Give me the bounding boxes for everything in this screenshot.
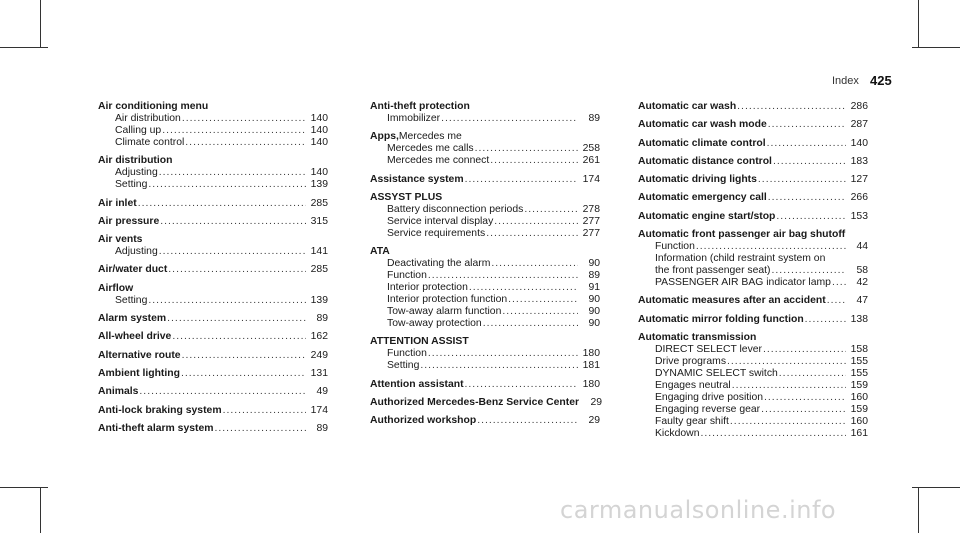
index-entry (98, 155, 328, 167)
leader-dots (465, 174, 578, 186)
index-group (370, 192, 600, 240)
entry-title: Automatic front passenger air bag shutoff (638, 229, 846, 241)
index-subentry (98, 246, 328, 258)
subentry-text: Setting (115, 294, 148, 306)
index-group (638, 332, 868, 440)
entry-title: Air distribution (98, 155, 173, 167)
entry-title: Automatic transmission (638, 331, 757, 343)
section-label: Index (832, 75, 859, 87)
index-column-2 (370, 101, 603, 427)
subentry-text: Drive programs (655, 355, 727, 367)
index-subentry (638, 253, 868, 265)
leader-dots (768, 119, 846, 131)
leader-dots (763, 344, 846, 356)
index-subentry (370, 258, 600, 270)
index-group (98, 423, 328, 435)
page-ref: 90 (588, 294, 600, 306)
leader-dots (483, 318, 578, 330)
crop-mark (0, 47, 48, 48)
index-entry (638, 119, 868, 131)
index-group (370, 336, 600, 372)
page-ref: 180 (582, 348, 600, 360)
leader-dots (181, 368, 306, 380)
index-group (98, 331, 328, 343)
leader-dots (727, 356, 846, 368)
page-ref: 89 (316, 422, 328, 434)
leader-dots (486, 228, 578, 240)
leader-dots (764, 392, 846, 404)
index-subentry (370, 204, 600, 216)
entry-title: Ambient lighting (98, 367, 180, 379)
index-entry (370, 397, 603, 409)
page-ref: 140 (310, 125, 328, 136)
index-entry (638, 174, 868, 186)
subentry-text: Deactivating the alarm (387, 258, 491, 270)
page-ref: 29 (588, 415, 600, 427)
leader-dots (696, 241, 846, 253)
leader-dots (148, 295, 306, 307)
leader-dots (162, 125, 306, 137)
page-ref: 127 (850, 174, 868, 186)
page-ref: 285 (310, 264, 328, 276)
index-entry (370, 101, 600, 113)
entry-title: Assistance system (370, 173, 464, 185)
index-entry (98, 101, 328, 113)
index-entry (98, 216, 328, 228)
subentry-text: PASSENGER AIR BAG indicator lamp (655, 277, 831, 289)
index-subentry (370, 216, 600, 228)
index-entry (370, 174, 600, 186)
entry-title: Airflow (98, 282, 134, 294)
page-ref: 287 (850, 119, 868, 131)
leader-dots (491, 258, 578, 270)
entry-title: ATA (370, 246, 390, 258)
leader-dots (737, 101, 846, 113)
entry-title: ATTENTION ASSIST (370, 336, 469, 348)
page-ref: 180 (582, 378, 600, 390)
index-subentry (370, 155, 600, 167)
page-ref: 160 (850, 415, 868, 427)
entry-title: Anti-theft alarm system (98, 422, 214, 434)
leader-dots (805, 314, 846, 326)
index-group (638, 174, 868, 186)
index-entry (638, 156, 868, 168)
index-subentry (638, 392, 868, 404)
index-entry (370, 336, 600, 348)
page-ref: 161 (850, 427, 868, 439)
page-ref: 49 (316, 386, 328, 398)
index-group (370, 415, 600, 427)
index-entry (98, 350, 328, 362)
index-entry (370, 379, 600, 391)
index-subentry (98, 179, 328, 191)
index-subentry (370, 282, 600, 294)
page-ref: 155 (850, 355, 868, 367)
leader-dots (767, 138, 846, 150)
crop-mark (912, 47, 960, 48)
entry-title: Attention assistant (370, 378, 464, 390)
subentry-text: the front passenger seat) (655, 265, 771, 277)
entry-title: Air inlet (98, 197, 137, 209)
leader-dots (139, 386, 306, 398)
index-group (638, 295, 868, 307)
leader-dots (502, 306, 578, 318)
index-group (98, 405, 328, 417)
leader-dots (441, 113, 578, 125)
leader-dots (490, 155, 578, 167)
index-subentry (98, 167, 328, 179)
entry-title: Animals (98, 386, 139, 398)
index-subentry (370, 318, 600, 330)
index-group (638, 211, 868, 223)
entry-title: Alarm system (98, 313, 167, 325)
leader-dots (159, 167, 306, 179)
page-ref: 89 (588, 113, 600, 124)
page-ref: 58 (856, 265, 868, 277)
page-ref: 42 (856, 277, 868, 289)
index-entry (638, 295, 868, 307)
leader-dots (223, 405, 306, 417)
page-ref: 140 (310, 113, 328, 124)
leader-dots (465, 379, 578, 391)
index-entry (98, 313, 328, 325)
subentry-text: Adjusting (115, 167, 158, 179)
subentry-text: Engaging reverse gear (655, 403, 761, 415)
page-ref: 158 (850, 343, 868, 355)
page-ref: 140 (310, 137, 328, 148)
leader-dots (827, 295, 846, 307)
leader-dots (469, 282, 578, 294)
subentry-text: Air distribution (115, 113, 181, 124)
subentry-text: Engages neutral (655, 379, 731, 391)
index-subentry (370, 143, 600, 155)
entry-title: Anti-theft protection (370, 101, 470, 112)
leader-dots (138, 198, 306, 210)
index-subentry (370, 348, 600, 360)
entry-title: Automatic emergency call (638, 192, 767, 204)
subentry-text: Function (387, 348, 427, 360)
leader-dots (160, 216, 306, 228)
page-ref: 160 (850, 391, 868, 403)
index-group (370, 379, 600, 391)
page-ref: 159 (850, 403, 868, 415)
entry-title-suffix: Mercedes me (398, 131, 462, 143)
index-entry (638, 332, 868, 344)
page-ref: 138 (850, 313, 868, 325)
index-entry (370, 192, 600, 204)
index-group (98, 101, 328, 149)
index-group (638, 229, 868, 289)
entry-title: Automatic car wash (638, 101, 737, 112)
crop-mark (918, 487, 919, 533)
leader-dots (168, 264, 306, 276)
index-group (370, 397, 603, 409)
subentry-text: Setting (115, 179, 148, 191)
entry-title: Alternative route (98, 349, 181, 361)
page-ref: 29 (590, 397, 603, 409)
index-group (638, 119, 868, 131)
entry-title: Automatic mirror folding function (638, 313, 804, 325)
page-ref: 90 (588, 258, 600, 270)
entry-title: Authorized Mercedes-Benz Service Center (370, 397, 580, 409)
entry-title: Apps, (370, 131, 399, 143)
leader-dots (185, 137, 306, 149)
page-ref: 285 (310, 197, 328, 209)
index-subentry (638, 344, 868, 356)
index-subentry (638, 416, 868, 428)
page-ref: 261 (582, 155, 600, 167)
page-ref: 159 (850, 379, 868, 391)
index-entry (98, 368, 328, 380)
index-subentry (370, 306, 600, 318)
leader-dots (730, 416, 846, 428)
page-ref: 47 (856, 295, 868, 307)
page-ref: 162 (310, 331, 328, 343)
leader-dots (159, 246, 306, 258)
page-ref: 140 (310, 167, 328, 179)
entry-title: Automatic climate control (638, 137, 766, 149)
entry-title: Air conditioning menu (98, 101, 209, 112)
subentry-text: Mercedes me connect (387, 155, 490, 167)
page-ref: 183 (850, 155, 868, 167)
index-subentry (638, 265, 868, 277)
entry-title: Automatic car wash mode (638, 119, 767, 131)
leader-dots (773, 156, 846, 168)
index-entry (98, 405, 328, 417)
subentry-text: DIRECT SELECT lever (655, 343, 763, 355)
leader-dots (428, 270, 578, 282)
leader-dots (758, 174, 846, 186)
index-group (98, 264, 328, 276)
crop-mark (912, 487, 960, 488)
index-group (98, 313, 328, 325)
index-group (98, 283, 328, 307)
index-group (638, 314, 868, 326)
page-ref: 315 (310, 215, 328, 227)
index-column-1 (98, 101, 328, 435)
index-subentry (370, 228, 600, 240)
leader-dots (428, 348, 578, 360)
crop-mark (40, 0, 41, 48)
leader-dots (772, 265, 846, 277)
index-group (638, 138, 868, 150)
subentry-text: Tow-away alarm function (387, 306, 502, 318)
index-entry (638, 314, 868, 326)
index-entry (638, 101, 868, 113)
page-ref: 141 (310, 246, 328, 258)
leader-dots (167, 313, 306, 325)
subentry-text: Function (655, 241, 695, 253)
subentry-text: Function (387, 270, 427, 282)
leader-dots (508, 294, 578, 306)
index-subentry (98, 113, 328, 125)
leader-dots (768, 192, 846, 204)
page-ref: 174 (582, 173, 600, 185)
index-subentry (638, 380, 868, 392)
index-group (98, 155, 328, 191)
subentry-text: Information (child restraint system on (655, 253, 826, 265)
index-subentry (370, 294, 600, 306)
index-subentry (638, 368, 868, 380)
page-ref: 44 (856, 241, 868, 253)
page-ref: 155 (850, 367, 868, 379)
index-entry (638, 192, 868, 204)
index-group (370, 174, 600, 186)
leader-dots (761, 404, 846, 416)
index-subentry (638, 404, 868, 416)
page-ref: 277 (582, 227, 600, 239)
page-ref: 140 (850, 137, 868, 149)
leader-dots (779, 368, 846, 380)
leader-dots (172, 331, 306, 343)
subentry-text: Setting (387, 360, 420, 372)
index-subentry (370, 270, 600, 282)
index-group (370, 246, 600, 330)
subentry-text: Calling up (115, 125, 162, 136)
page-ref: 153 (850, 210, 868, 222)
crop-mark (40, 487, 41, 533)
entry-title: Automatic measures after an accident (638, 295, 826, 307)
leader-dots (776, 211, 846, 223)
crop-mark (918, 0, 919, 48)
page-ref: 91 (588, 282, 600, 294)
index-entry (98, 198, 328, 210)
crop-mark (0, 487, 48, 488)
index-subentry (638, 356, 868, 368)
index-entry (98, 331, 328, 343)
subentry-text: Service interval display (387, 215, 494, 227)
entry-title: Authorized workshop (370, 415, 477, 427)
page-ref: 266 (850, 192, 868, 204)
page-ref: 139 (310, 179, 328, 191)
entry-title: Air vents (98, 234, 143, 246)
subentry-text: Mercedes me calls (387, 143, 474, 155)
leader-dots (832, 277, 846, 289)
leader-dots (148, 179, 306, 191)
entry-title: Automatic driving lights (638, 174, 757, 186)
page-ref: 89 (588, 270, 600, 282)
index-entry (98, 283, 328, 295)
index-subentry (370, 113, 600, 125)
entry-title: All-wheel drive (98, 331, 172, 343)
page-ref: 181 (582, 360, 600, 372)
index-entry (638, 211, 868, 223)
leader-dots (420, 360, 578, 372)
index-group (638, 101, 868, 113)
subentry-text: Climate control (115, 137, 185, 148)
page-number: 425 (870, 73, 892, 88)
leader-dots (214, 423, 306, 435)
entry-title: Automatic distance control (638, 155, 772, 167)
entry-title: Automatic engine start/stop (638, 210, 776, 222)
index-subentry (638, 428, 868, 440)
entry-title: Air/water duct (98, 264, 168, 276)
watermark: carmanualsonline.info (560, 496, 837, 524)
entry-title: ASSYST PLUS (370, 191, 443, 203)
index-group (98, 198, 328, 210)
leader-dots (182, 350, 306, 362)
leader-dots (732, 380, 846, 392)
page-ref: 89 (316, 313, 328, 325)
subentry-text: Adjusting (115, 246, 158, 258)
page-ref: 258 (582, 143, 600, 155)
subentry-text: Kickdown (655, 427, 700, 439)
index-subentry (98, 125, 328, 137)
index-group (98, 234, 328, 258)
page-ref: 278 (582, 203, 600, 215)
leader-dots (182, 113, 306, 125)
index-column-3 (638, 101, 868, 440)
page-ref: 174 (310, 404, 328, 416)
index-group (98, 386, 328, 398)
index-entry (370, 246, 600, 258)
page-ref: 249 (310, 349, 328, 361)
page-ref: 139 (310, 294, 328, 306)
subentry-text: Tow-away protection (387, 318, 482, 330)
index-entry (98, 264, 328, 276)
page-ref: 90 (588, 318, 600, 330)
subentry-text: Engaging drive position (655, 391, 764, 403)
index-subentry (98, 295, 328, 307)
leader-dots (700, 428, 846, 440)
subentry-text: DYNAMIC SELECT switch (655, 367, 778, 379)
subentry-text: Interior protection (387, 282, 468, 294)
index-entry (638, 138, 868, 150)
index-entry (98, 234, 328, 246)
index-subentry (638, 277, 868, 289)
index-entry (370, 131, 600, 143)
index-group (638, 156, 868, 168)
index-group (98, 368, 328, 380)
page-ref: 277 (582, 215, 600, 227)
page-ref: 286 (850, 101, 868, 112)
subentry-text: Service requirements (387, 227, 486, 239)
index-entry (638, 229, 868, 241)
entry-title: Anti-lock braking system (98, 404, 222, 416)
subentry-text: Immobilizer (387, 113, 441, 124)
leader-dots (475, 143, 578, 155)
index-entry (98, 386, 328, 398)
leader-dots (494, 216, 578, 228)
index-group (98, 350, 328, 362)
leader-dots (477, 415, 578, 427)
subentry-text: Interior protection function (387, 294, 508, 306)
index-subentry (638, 241, 868, 253)
subentry-text: Battery disconnection periods (387, 203, 524, 215)
entry-title: Air pressure (98, 215, 160, 227)
page-ref: 90 (588, 306, 600, 318)
index-entry (370, 415, 600, 427)
index-entry (98, 423, 328, 435)
index-group (370, 131, 600, 167)
subentry-text: Faulty gear shift (655, 415, 729, 427)
page-ref: 131 (310, 367, 328, 379)
leader-dots (524, 204, 578, 216)
index-group (98, 216, 328, 228)
index-group (370, 101, 600, 125)
index-subentry (98, 137, 328, 149)
index-subentry (370, 360, 600, 372)
index-group (638, 192, 868, 204)
